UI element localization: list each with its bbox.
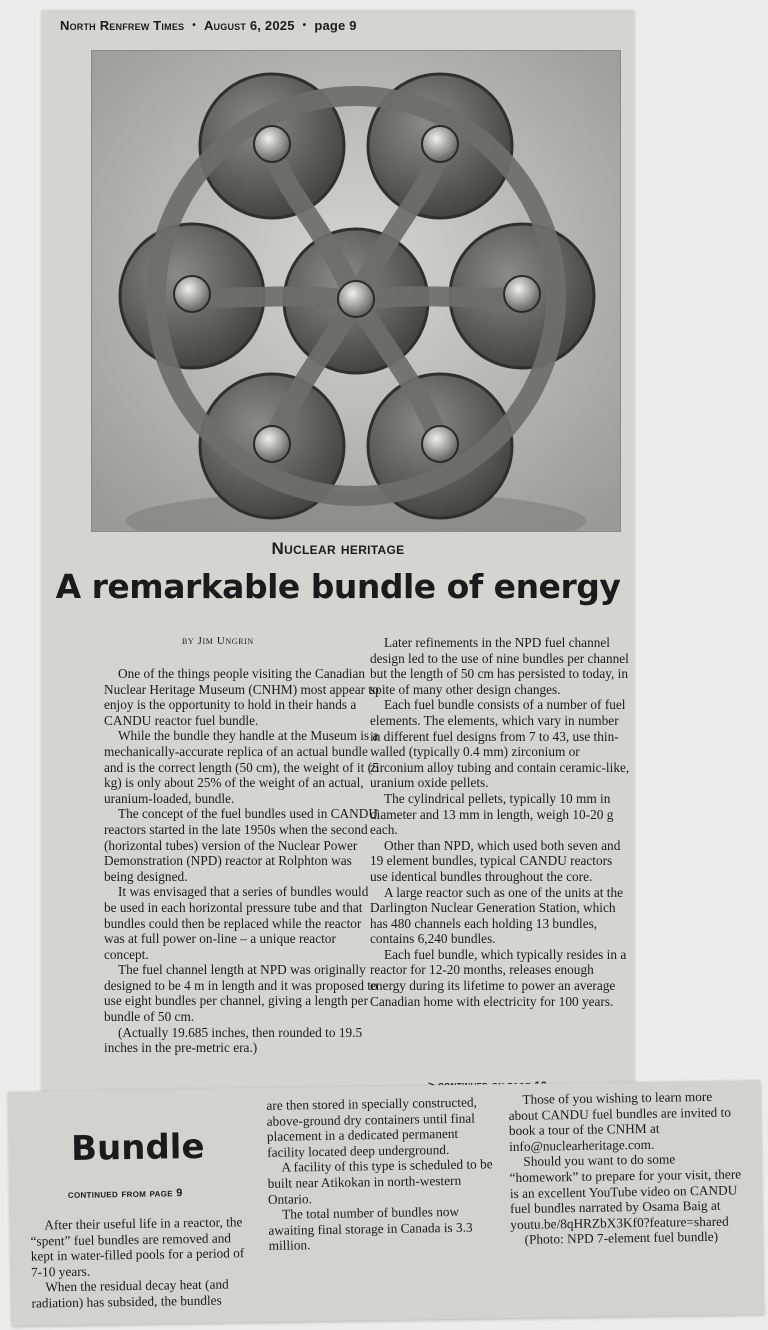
continuation-column-1 xyxy=(30,1214,251,1311)
continued-from-label: continued from page 9 xyxy=(67,1187,183,1201)
continuation-column-3 xyxy=(508,1088,746,1248)
photo-caption: (Photo: NPD 7-element fuel bundle) xyxy=(524,1229,719,1248)
paragraph: It was envisaged that a series of bundles would be used in each horizontal pressure tube and that bundles could then be replaced while the reactor was at full power on-line – a unique reactor concept. xyxy=(104,884,369,962)
header-separator: • xyxy=(302,19,307,31)
article-column-1 xyxy=(104,666,382,1056)
fuel-bundle-photo xyxy=(91,50,621,532)
paragraph: While the bundle they handle at the Museum is a mechanically-accurate replica of an actual bundle and is the correct length (50 cm), the weight of it (5 kg) is only about 25% of the weight of an actual, uranium-loaded, bundle. xyxy=(104,728,379,806)
paragraph: The concept of the fuel bundles used in CANDU reactors started in the late 1950s when the second (horizontal tubes) version of the Nuclear Power Demonstration (NPD) reactor at Rolphton was being designed. xyxy=(104,806,378,884)
paragraph: (Actually 19.685 inches, then rounded to 19.5 inches in the pre-metric era.) xyxy=(104,1024,363,1056)
paragraph: When the residual decay heat (and radiation) has subsided, the bundles xyxy=(31,1276,229,1311)
paragraph: Those of you wishing to learn more about CANDU fuel bundles are invited to book a tour of the CNHM at info@nuclearheritage.com. xyxy=(508,1088,732,1154)
paragraph: The cylindrical pellets, typically 10 mm in diameter and 13 mm in length, weigh 10-20 g each. xyxy=(370,790,614,838)
paragraph: The total number of bundles now awaiting final storage in Canada is 3.3 million. xyxy=(268,1204,473,1254)
article-byline: by Jim Ungrin xyxy=(182,635,254,647)
newspaper-clipping-main xyxy=(42,10,634,1112)
paragraph: One of the things people visiting the Canadian Nuclear Heritage Museum (CNHM) most appear to enjoy is the opportunity to hold in their hands a CANDU reactor fuel bundle. xyxy=(104,666,379,728)
paragraph: After their useful life in a reactor, the “spent” fuel bundles are removed and kept in water-filled pools for a period of 7-10 years. xyxy=(30,1214,245,1280)
paper-name: North Renfrew Times xyxy=(60,17,185,33)
paragraph: A facility of this type is scheduled to be built near Atikokan in north-western Ontario. xyxy=(267,1156,493,1207)
paragraph: Each fuel bundle, which typically resides in a reactor for 12-20 months, releases enough energy during its lifetime to power an average Canadian home with electricity for 100 years. xyxy=(370,946,627,1009)
paragraph: A large reactor such as one of the units at the Darlington Nuclear Generation Station, which has 480 channels each holding 13 bundles, contains 6,240 bundles. xyxy=(370,884,624,947)
paragraph: The fuel channel length at NPD was originally designed to be 4 m in length and it was proposed to use eight bundles per channel, giving a length per bundle of 50 cm. xyxy=(104,962,378,1025)
article-headline: A remarkable bundle of energy xyxy=(55,567,621,606)
article-column-2 xyxy=(370,635,632,1009)
newspaper-clipping-continuation xyxy=(8,1080,764,1326)
paragraph: Later refinements in the NPD fuel channel design led to the use of nine bundles per channel but the length of 50 cm has persisted to today, in spite of many other design changes. xyxy=(370,635,629,697)
header-separator: • xyxy=(192,19,196,31)
paragraph: Each fuel bundle consists of a number of fuel elements. The elements, which vary in number in different fuel designs from 7 to 43, use thin-walled (typically 0.4 mm) zirconium or zirconium alloy tubing and contain ceramic-like, uranium oxide pellets. xyxy=(370,697,630,791)
fuel-bundle-illustration xyxy=(92,51,620,531)
continuation-column-2 xyxy=(266,1094,500,1254)
issue-date: August 6, 2025 xyxy=(203,17,295,33)
paragraph: Should you want to do some “homework” to prepare for your visit, there is an excellent YouTube video on CANDU fuel bundles narrated by Osama Baig at youtu.be/8qHRZbX3Kf0?feature=shared xyxy=(509,1151,742,1232)
page-header xyxy=(60,13,624,37)
page-number: page 9 xyxy=(314,17,357,33)
continuation-title: Bundle xyxy=(70,1126,205,1169)
paragraph: are then stored in specially constructed, above-ground dry containers until final placement in a dedicated permanent facility located deep underground. xyxy=(266,1094,478,1160)
paragraph: Other than NPD, which used both seven and 19 element bundles, typical CANDU reactors use identical bundles throughout the core. xyxy=(370,837,621,884)
article-kicker: Nuclear heritage xyxy=(271,539,405,558)
